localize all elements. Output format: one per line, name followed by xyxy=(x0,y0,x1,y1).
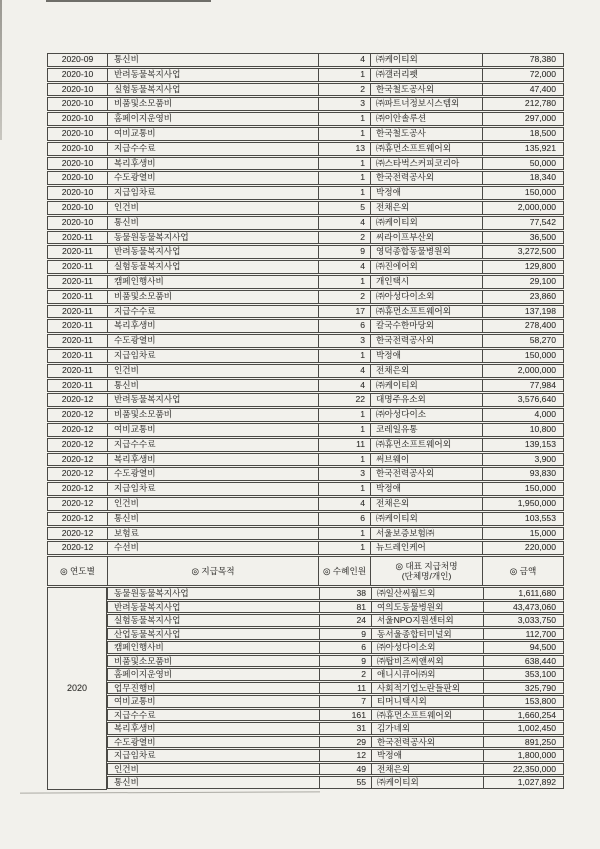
amount-cell: 18,340 xyxy=(482,172,563,184)
amount-cell: 3,576,640 xyxy=(482,394,563,406)
table-row xyxy=(47,438,564,452)
count-cell: 1 xyxy=(318,424,370,436)
amount-cell: 1,950,000 xyxy=(482,498,563,510)
amount-cell: 325,790 xyxy=(483,683,563,694)
payee-cell: 서울보증보험㈜ xyxy=(370,528,482,540)
purpose-cell: 산업동물복지사업 xyxy=(114,628,181,639)
payee-cell: 동서울종합터미널외 xyxy=(371,629,483,640)
purpose-cell: 복리후생비 xyxy=(114,723,156,734)
amount-cell: 2,000,000 xyxy=(482,202,563,214)
table-row xyxy=(47,142,564,156)
table-row xyxy=(47,290,564,304)
amount-cell: 212,780 xyxy=(482,98,563,110)
header-purpose: ◎ 지급목적 xyxy=(107,557,318,585)
purpose-cell: 통신비 xyxy=(107,380,318,392)
amount-cell: 150,000 xyxy=(482,483,563,495)
table-row xyxy=(107,682,564,695)
amount-cell: 23,860 xyxy=(482,291,563,303)
purpose-cell: 인건비 xyxy=(107,202,318,214)
payee-cell: ㈜휴먼소프트웨어외 xyxy=(370,439,482,451)
payee-cell: ㈜케이티외 xyxy=(370,513,482,525)
amount-cell: 18,500 xyxy=(482,128,563,140)
table-row xyxy=(47,364,564,378)
table-row xyxy=(47,157,564,171)
date-cell: 2020-10 xyxy=(61,83,94,94)
payee-cell: ㈜갤러리펫 xyxy=(370,69,482,81)
count-cell: 1 xyxy=(318,350,370,362)
date-cell: 2020-10 xyxy=(61,157,94,168)
count-cell: 38 xyxy=(319,588,371,599)
amount-cell: 15,000 xyxy=(482,528,563,540)
purpose-cell: 수도광열비 xyxy=(107,172,318,184)
purpose-cell: 통신비 xyxy=(114,777,139,788)
table-row xyxy=(47,171,564,185)
amount-cell: 278,400 xyxy=(482,320,563,332)
date-cell: 2020-12 xyxy=(61,394,94,405)
date-cell: 2020-12 xyxy=(61,542,94,553)
count-cell: 4 xyxy=(318,380,370,392)
table-row xyxy=(107,736,564,749)
count-cell: 1 xyxy=(318,542,370,554)
scan-line-artifact xyxy=(20,791,320,793)
count-cell: 4 xyxy=(318,54,370,66)
payee-cell: 코레일유통 xyxy=(370,424,482,436)
payee-cell: 한국철도공사 xyxy=(370,128,482,140)
amount-cell: 2,000,000 xyxy=(482,365,563,377)
payee-cell: 한국철도공사외 xyxy=(370,84,482,96)
amount-cell: 4,000 xyxy=(482,409,563,421)
count-cell: 17 xyxy=(318,306,370,318)
table-row xyxy=(107,709,564,722)
count-cell: 1 xyxy=(318,454,370,466)
payee-cell: ㈜휴먼소프트웨어외 xyxy=(370,143,482,155)
table-row xyxy=(107,776,564,789)
payee-cell: ㈜탑비즈씨앤씨외 xyxy=(371,656,483,667)
count-cell: 7 xyxy=(319,696,371,707)
amount-cell: 297,000 xyxy=(482,113,563,125)
table-row xyxy=(47,512,564,526)
table-row xyxy=(47,497,564,511)
table-row xyxy=(47,275,564,289)
amount-cell: 3,900 xyxy=(482,454,563,466)
scan-edge-artifact xyxy=(46,0,211,2)
purpose-cell: 지급수수료 xyxy=(114,709,156,720)
count-cell: 11 xyxy=(319,683,371,694)
purpose-cell: 반려동물복지사업 xyxy=(107,246,318,258)
amount-cell: 1,027,892 xyxy=(483,777,563,788)
amount-cell: 220,000 xyxy=(482,542,563,554)
count-cell: 9 xyxy=(318,246,370,258)
purpose-cell: 통신비 xyxy=(107,217,318,229)
purpose-cell: 실험동물복지사업 xyxy=(107,261,318,273)
purpose-cell: 실험동물복지사업 xyxy=(114,615,181,626)
table-row xyxy=(47,83,564,97)
payee-cell: 전채은외 xyxy=(370,202,482,214)
amount-cell: 58,270 xyxy=(482,335,563,347)
amount-cell: 22,350,000 xyxy=(483,764,563,775)
date-cell: 2020-12 xyxy=(61,468,94,479)
table-row xyxy=(47,245,564,259)
amount-cell: 638,440 xyxy=(483,656,563,667)
date-cell: 2020-11 xyxy=(62,231,93,242)
count-cell: 2 xyxy=(319,669,371,680)
amount-cell: 93,830 xyxy=(482,468,563,480)
table-row xyxy=(47,379,564,393)
purpose-cell: 동물원동물복지사업 xyxy=(114,588,189,599)
scan-edge-artifact xyxy=(0,0,2,140)
count-cell: 1 xyxy=(318,276,370,288)
date-cell: 2020-10 xyxy=(61,68,94,79)
date-cell: 2020-11 xyxy=(62,275,93,286)
purpose-cell: 복리후생비 xyxy=(107,320,318,332)
table-row xyxy=(107,587,564,600)
purpose-cell: 반려동물복지사업 xyxy=(107,394,318,406)
count-cell: 3 xyxy=(318,468,370,480)
date-cell: 2020-11 xyxy=(62,246,93,257)
count-cell: 12 xyxy=(319,750,371,761)
count-cell: 2 xyxy=(318,84,370,96)
date-cell: 2020-10 xyxy=(61,201,94,212)
date-cell: 2020-12 xyxy=(61,438,94,449)
purpose-cell: 지급임차료 xyxy=(107,187,318,199)
amount-cell: 10,800 xyxy=(482,424,563,436)
purpose-cell: 보험료 xyxy=(107,528,318,540)
purpose-cell: 인건비 xyxy=(107,365,318,377)
amount-cell: 353,100 xyxy=(483,669,563,680)
payee-cell: ㈜케이티외 xyxy=(370,54,482,66)
date-cell: 2020-10 xyxy=(61,187,94,198)
count-cell: 2 xyxy=(318,291,370,303)
purpose-cell: 지급수수료 xyxy=(107,439,318,451)
date-cell: 2020-12 xyxy=(61,483,94,494)
count-cell: 49 xyxy=(319,764,371,775)
payee-cell: ㈜일산씨월드외 xyxy=(371,588,483,599)
count-cell: 1 xyxy=(318,113,370,125)
purpose-cell: 지급임차료 xyxy=(107,350,318,362)
date-cell: 2020-11 xyxy=(62,305,93,316)
payee-cell: 써브웨이 xyxy=(370,454,482,466)
table-row xyxy=(47,423,564,437)
purpose-cell: 비품및소모품비 xyxy=(114,655,173,666)
count-cell: 9 xyxy=(319,629,371,640)
payee-cell: 개인택시 xyxy=(370,276,482,288)
payee-cell: 여의도동물병원외 xyxy=(371,602,483,613)
amount-cell: 3,033,750 xyxy=(483,615,563,626)
table-row xyxy=(107,763,564,776)
payee-cell: 박정애 xyxy=(370,350,482,362)
payee-cell: ㈜케이티외 xyxy=(371,777,483,788)
count-cell: 22 xyxy=(318,394,370,406)
date-cell: 2020-10 xyxy=(61,142,94,153)
payee-cell: ㈜휴먼소프트웨어외 xyxy=(370,306,482,318)
amount-cell: 77,984 xyxy=(482,380,563,392)
count-cell: 4 xyxy=(318,365,370,377)
count-cell: 6 xyxy=(318,513,370,525)
date-cell: 2020-11 xyxy=(62,290,93,301)
payee-cell: 한국전력공사외 xyxy=(370,172,482,184)
amount-cell: 150,000 xyxy=(482,350,563,362)
payee-cell: 칼국수한마당외 xyxy=(370,320,482,332)
table-row xyxy=(47,186,564,200)
purpose-cell: 지급수수료 xyxy=(107,143,318,155)
count-cell: 1 xyxy=(318,483,370,495)
payee-cell: ㈜휴먼소프트웨어외 xyxy=(371,710,483,721)
purpose-cell: 홈페이지운영비 xyxy=(114,669,173,680)
purpose-cell: 수도광열비 xyxy=(107,468,318,480)
summary-rows xyxy=(107,587,564,790)
table-row xyxy=(47,260,564,274)
count-cell: 9 xyxy=(319,656,371,667)
count-cell: 1 xyxy=(318,409,370,421)
count-cell: 11 xyxy=(318,439,370,451)
purpose-cell: 반려동물복지사업 xyxy=(114,601,181,612)
purpose-cell: 홈페이지운영비 xyxy=(107,113,318,125)
table-row xyxy=(47,305,564,319)
table-row xyxy=(47,467,564,481)
count-cell: 13 xyxy=(318,143,370,155)
table-row xyxy=(47,334,564,348)
table-row xyxy=(107,628,564,641)
payee-cell: ㈜케이티외 xyxy=(370,217,482,229)
payee-cell: 김가네외 xyxy=(371,723,483,734)
table-row xyxy=(47,453,564,467)
payment-detail-report xyxy=(47,53,564,790)
amount-cell: 43,473,060 xyxy=(483,602,563,613)
header-year: ◎ 연도별 xyxy=(60,565,95,576)
amount-cell: 72,000 xyxy=(482,69,563,81)
date-cell: 2020-12 xyxy=(61,423,94,434)
count-cell: 31 xyxy=(319,723,371,734)
payee-cell: ㈜파트너정보시스템외 xyxy=(370,98,482,110)
purpose-cell: 통신비 xyxy=(107,54,318,66)
amount-cell: 112,700 xyxy=(483,629,563,640)
date-cell: 2020-12 xyxy=(61,527,94,538)
purpose-cell: 캠페인행사비 xyxy=(114,642,164,653)
purpose-cell: 복리후생비 xyxy=(107,454,318,466)
table-row xyxy=(107,722,564,735)
amount-cell: 77,542 xyxy=(482,217,563,229)
payee-cell: 영덕종합동물병원외 xyxy=(370,246,482,258)
count-cell: 161 xyxy=(319,710,371,721)
amount-cell: 153,800 xyxy=(483,696,563,707)
payee-cell: 박정애 xyxy=(370,483,482,495)
purpose-cell: 여비교통비 xyxy=(107,424,318,436)
table-row xyxy=(47,408,564,422)
table-row xyxy=(47,349,564,363)
amount-cell: 50,000 xyxy=(482,158,563,170)
purpose-cell: 수도광열비 xyxy=(114,736,156,747)
amount-cell: 1,611,680 xyxy=(483,588,563,599)
amount-cell: 1,800,000 xyxy=(483,750,563,761)
purpose-cell: 인건비 xyxy=(114,763,139,774)
date-cell: 2020-11 xyxy=(62,320,93,331)
purpose-cell: 실험동물복지사업 xyxy=(107,84,318,96)
purpose-cell: 비품및소모품비 xyxy=(107,409,318,421)
table-row xyxy=(107,668,564,681)
date-cell: 2020-12 xyxy=(61,409,94,420)
amount-cell: 137,198 xyxy=(482,306,563,318)
count-cell: 3 xyxy=(318,98,370,110)
header-payee-line1: ◎ 대표 지급처명 xyxy=(395,560,458,571)
payee-cell: ㈜아성다이소외 xyxy=(370,291,482,303)
table-row xyxy=(47,527,564,541)
date-cell: 2020-11 xyxy=(62,364,93,375)
purpose-cell: 수도광열비 xyxy=(107,335,318,347)
header-payee-line2: (단체명/개인) xyxy=(401,571,452,582)
table-row xyxy=(47,53,564,67)
table-row xyxy=(47,319,564,333)
table-row xyxy=(107,749,564,762)
table-row xyxy=(47,112,564,126)
count-cell: 4 xyxy=(318,498,370,510)
table-row xyxy=(47,482,564,496)
payee-cell: 뉴드레인케어 xyxy=(370,542,482,554)
count-cell: 2 xyxy=(318,232,370,244)
purpose-cell: 복리후생비 xyxy=(107,158,318,170)
payee-cell: 박정애 xyxy=(371,750,483,761)
amount-cell: 36,500 xyxy=(482,232,563,244)
payee-cell: 사회적기업노란들판외 xyxy=(371,683,483,694)
date-cell: 2020-10 xyxy=(61,98,94,109)
amount-cell: 891,250 xyxy=(483,737,563,748)
amount-cell: 103,553 xyxy=(482,513,563,525)
purpose-cell: 지급임차료 xyxy=(114,750,156,761)
table-row xyxy=(47,68,564,82)
summary-table-header xyxy=(47,556,564,586)
date-cell: 2020-12 xyxy=(61,512,94,523)
purpose-cell: 반려동물복지사업 xyxy=(107,69,318,81)
payee-cell: 애니시큐어㈜외 xyxy=(371,669,483,680)
count-cell: 1 xyxy=(318,187,370,199)
purpose-cell: 지급수수료 xyxy=(107,306,318,318)
amount-cell: 47,400 xyxy=(482,84,563,96)
table-row xyxy=(107,695,564,708)
payee-cell: 한국전력공사외 xyxy=(370,468,482,480)
table-row xyxy=(47,231,564,245)
count-cell: 5 xyxy=(318,202,370,214)
header-payee xyxy=(370,557,482,585)
table-row xyxy=(107,614,564,627)
count-cell: 29 xyxy=(319,737,371,748)
payee-cell: ㈜아성다이소외 xyxy=(371,642,483,653)
payee-cell: ㈜케이티외 xyxy=(370,380,482,392)
count-cell: 24 xyxy=(319,615,371,626)
amount-cell: 1,002,450 xyxy=(483,723,563,734)
table-row xyxy=(47,201,564,215)
payee-cell: ㈜아성다이소 xyxy=(370,409,482,421)
purpose-cell: 통신비 xyxy=(107,513,318,525)
payee-cell: 서울NPO지원센터외 xyxy=(371,615,483,626)
table-row xyxy=(47,127,564,141)
amount-cell: 150,000 xyxy=(482,187,563,199)
purpose-cell: 비품및소모품비 xyxy=(107,291,318,303)
payee-cell: 박정애 xyxy=(370,187,482,199)
table-row xyxy=(47,216,564,230)
count-cell: 4 xyxy=(318,261,370,273)
date-cell: 2020-10 xyxy=(61,172,94,183)
count-cell: 81 xyxy=(319,602,371,613)
payee-cell: 전채은외 xyxy=(370,365,482,377)
payee-cell: ㈜진에어외 xyxy=(370,261,482,273)
payee-cell: 씨라이프부산외 xyxy=(370,232,482,244)
table-row xyxy=(47,97,564,111)
payee-cell: 전채은외 xyxy=(370,498,482,510)
amount-cell: 1,660,254 xyxy=(483,710,563,721)
table-row xyxy=(107,641,564,654)
purpose-cell: 업무진행비 xyxy=(114,682,156,693)
count-cell: 1 xyxy=(318,528,370,540)
count-cell: 4 xyxy=(318,217,370,229)
date-cell: 2020-09 xyxy=(61,54,94,64)
date-cell: 2020-12 xyxy=(61,497,94,508)
header-amount: ◎ 금액 xyxy=(482,557,563,585)
purpose-cell: 캠페인행사비 xyxy=(107,276,318,288)
payee-cell: ㈜이안솔루션 xyxy=(370,113,482,125)
amount-cell: 135,921 xyxy=(482,143,563,155)
date-cell: 2020-11 xyxy=(62,349,93,360)
amount-cell: 129,800 xyxy=(482,261,563,273)
count-cell: 6 xyxy=(319,642,371,653)
purpose-cell: 인건비 xyxy=(107,498,318,510)
purpose-cell: 수선비 xyxy=(107,542,318,554)
payee-cell: ㈜스타벅스커피코리아 xyxy=(370,158,482,170)
payee-cell: 대명주유소외 xyxy=(370,394,482,406)
count-cell: 55 xyxy=(319,777,371,788)
header-count: ◎ 수혜인원 xyxy=(318,557,370,585)
count-cell: 3 xyxy=(318,335,370,347)
table-row xyxy=(47,541,564,555)
table-row xyxy=(107,601,564,614)
payee-cell: 한국전력공사외 xyxy=(371,737,483,748)
payee-cell: 전채은외 xyxy=(371,764,483,775)
date-cell: 2020-11 xyxy=(62,379,93,390)
date-cell: 2020-10 xyxy=(61,127,94,138)
purpose-cell: 여비교통비 xyxy=(114,696,156,707)
yearly-summary-table xyxy=(47,587,564,790)
date-cell: 2020-10 xyxy=(61,216,94,227)
count-cell: 6 xyxy=(318,320,370,332)
monthly-detail-table xyxy=(47,53,564,555)
date-cell: 2020-10 xyxy=(61,113,94,124)
date-cell: 2020-11 xyxy=(62,335,93,346)
payee-cell: 한국전력공사외 xyxy=(370,335,482,347)
date-cell: 2020-12 xyxy=(61,453,94,464)
date-cell: 2020-11 xyxy=(62,261,93,272)
count-cell: 1 xyxy=(318,158,370,170)
count-cell: 1 xyxy=(318,128,370,140)
purpose-cell: 비품및소모품비 xyxy=(107,98,318,110)
purpose-cell: 동물원동물복지사업 xyxy=(107,232,318,244)
table-row xyxy=(107,655,564,668)
amount-cell: 139,153 xyxy=(482,439,563,451)
payee-cell: 티머니택시외 xyxy=(371,696,483,707)
year-cell: 2020 xyxy=(47,587,107,790)
count-cell: 1 xyxy=(318,172,370,184)
amount-cell: 94,500 xyxy=(483,642,563,653)
count-cell: 1 xyxy=(318,69,370,81)
amount-cell: 3,272,500 xyxy=(482,246,563,258)
purpose-cell: 여비교통비 xyxy=(107,128,318,140)
amount-cell: 78,380 xyxy=(482,54,563,66)
amount-cell: 29,100 xyxy=(482,276,563,288)
table-row xyxy=(47,393,564,407)
purpose-cell: 지급임차료 xyxy=(107,483,318,495)
